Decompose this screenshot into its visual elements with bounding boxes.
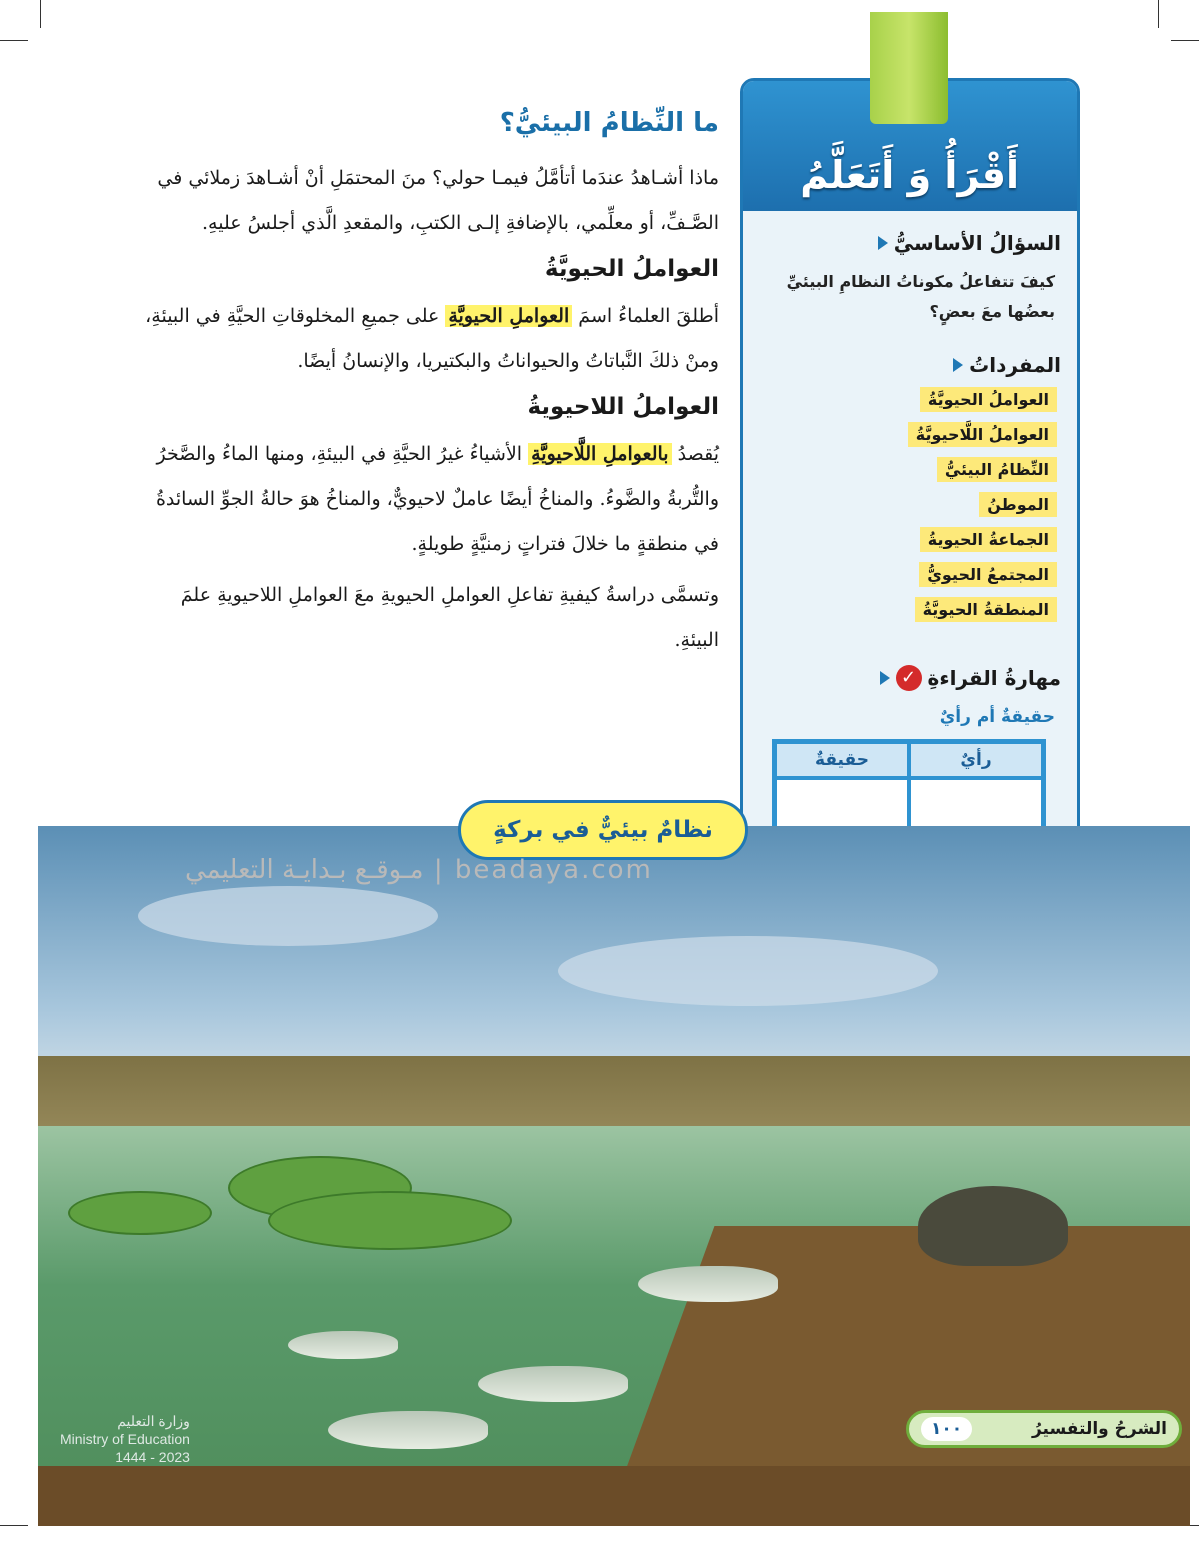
vocab-item: الموطنُ [979,492,1057,517]
page-number: ١٠٠ [921,1417,972,1441]
vocab-item: النِّظامُ البيئيُّ [937,457,1057,482]
vocab-item: الجماعةُ الحيويةُ [920,527,1057,552]
lily-pad [268,1191,512,1250]
fish [638,1266,778,1302]
biotic-pre: أطلقَ العلماءُ اسمَ [578,305,719,327]
crop-mark [0,1525,28,1526]
crop-mark [1158,0,1159,28]
biotic-post: على جميعِ المخلوقاتِ الحيَّةِ في البيئةِ، ومنْ ذلكَ النَّباتاتُ والحيواناتُ والبكتيريا، والإنسانُ أيضًا. [145,305,719,372]
reading-skill-heading [880,665,1061,691]
footer-section: الشرحُ والتفسيرُ [1031,1419,1167,1439]
fish [288,1331,398,1359]
biotic-paragraph [139,294,719,384]
intro-paragraph: ماذا أشـاهدُ عندَما أتأمَّلُ فيمـا حولي؟ منَ المحتمَلِ أنْ أشـاهدَ زملائي في الصَّـفِّ، أو معلِّمي، بالإضافةِ إلـى الكتبِ، والمقعدِ الَّذي أجلسُ عليهِ. [157,167,719,234]
fish [328,1411,488,1449]
turtle [918,1186,1068,1266]
abiotic-pre: يُقصدُ [677,443,719,465]
triangle-bullet-icon [878,236,888,250]
crop-mark [1171,40,1199,41]
crop-mark [40,0,41,28]
vocab-item: العواملُ الحيويَّةُ [920,387,1057,412]
essential-question-heading [878,231,1061,255]
ministry-name-en: Ministry of Education [60,1431,190,1447]
table-header-opinion: رأيٌ [909,742,1043,778]
watermark-site: beadaya.com | مـوقـع بـدايـة التعليمي [185,855,653,885]
abiotic-term: بالعواملِ اللَّاحيويَّةِ [528,443,671,465]
page-title: ما النِّظامُ البيئيُّ؟ [499,108,719,138]
essential-heading-text: السؤالُ الأساسيُّ [893,231,1061,255]
skill-heading-text: مهارةُ القراءةِ [927,666,1061,690]
reading-skill-subtitle: حقيقةٌ أم رأيٌ [939,707,1055,727]
cloud [138,886,438,946]
ministry-year: 2023 - 1444 [115,1449,190,1465]
biotic-term: العواملِ الحيويَّةِ [445,305,572,327]
abiotic-heading: العواملُ اللاحيويةُ [527,394,719,420]
pond-bottom [38,1466,1190,1526]
ecology-paragraph: وتسمَّى دراسةُ كيفيةِ تفاعلِ العواملِ الحيويةِ معَ العواملِ اللاحيويةِ علمَ البيئةِ. [180,584,719,651]
vocab-heading [953,353,1061,377]
abiotic-post: الأشياءُ غيرُ الحيَّةِ في البيئةِ، ومنها الماءُ والصَّخرُ والتُّربةُ والضَّوءُ. والمناخُ أيضًا عاملٌ لاحيويٌّ، والمناخُ هوَ حالةُ الجوِّ السائدةُ في منطقةٍ ما خلالَ فتراتٍ زمنيَّةٍ طويلةٍ. [155,443,719,555]
table-header-fact: حقيقةٌ [775,742,909,778]
lily-pad [68,1191,212,1235]
vocab-heading-text: المفرداتُ [969,353,1061,377]
crop-mark [0,40,28,41]
figure-label: نظامٌ بيئيٌّ في بركةٍ [458,800,748,860]
biotic-heading: العواملُ الحيويَّةُ [544,256,719,282]
triangle-bullet-icon [953,358,963,372]
ministry-name-ar: وزارة التعليم [117,1413,190,1429]
footer-section-label [906,1410,1182,1448]
essential-question: كيفَ تتفاعلُ مكوناتُ النظامِ البيئيِّ بعضُها معَ بعضٍ؟ [786,272,1055,321]
fish [478,1366,628,1402]
main-column [139,108,719,669]
bookmark-ribbon [870,12,948,124]
ministry-logo-text [60,1412,190,1466]
cloud [558,936,938,1006]
vocab-item: المنطقةُ الحيويَّةُ [915,597,1057,622]
vocab-list [757,387,1057,632]
abiotic-paragraph [139,432,719,567]
check-icon: ✓ [896,665,922,691]
triangle-bullet-icon [880,671,890,685]
vocab-item: العواملُ اللَّاحيويَّةُ [908,422,1057,447]
vocab-item: المجتمعُ الحيويُّ [919,562,1057,587]
sidebar-title: أَقْرَأُ وَ أَتَعَلَّمُ [800,153,1019,197]
